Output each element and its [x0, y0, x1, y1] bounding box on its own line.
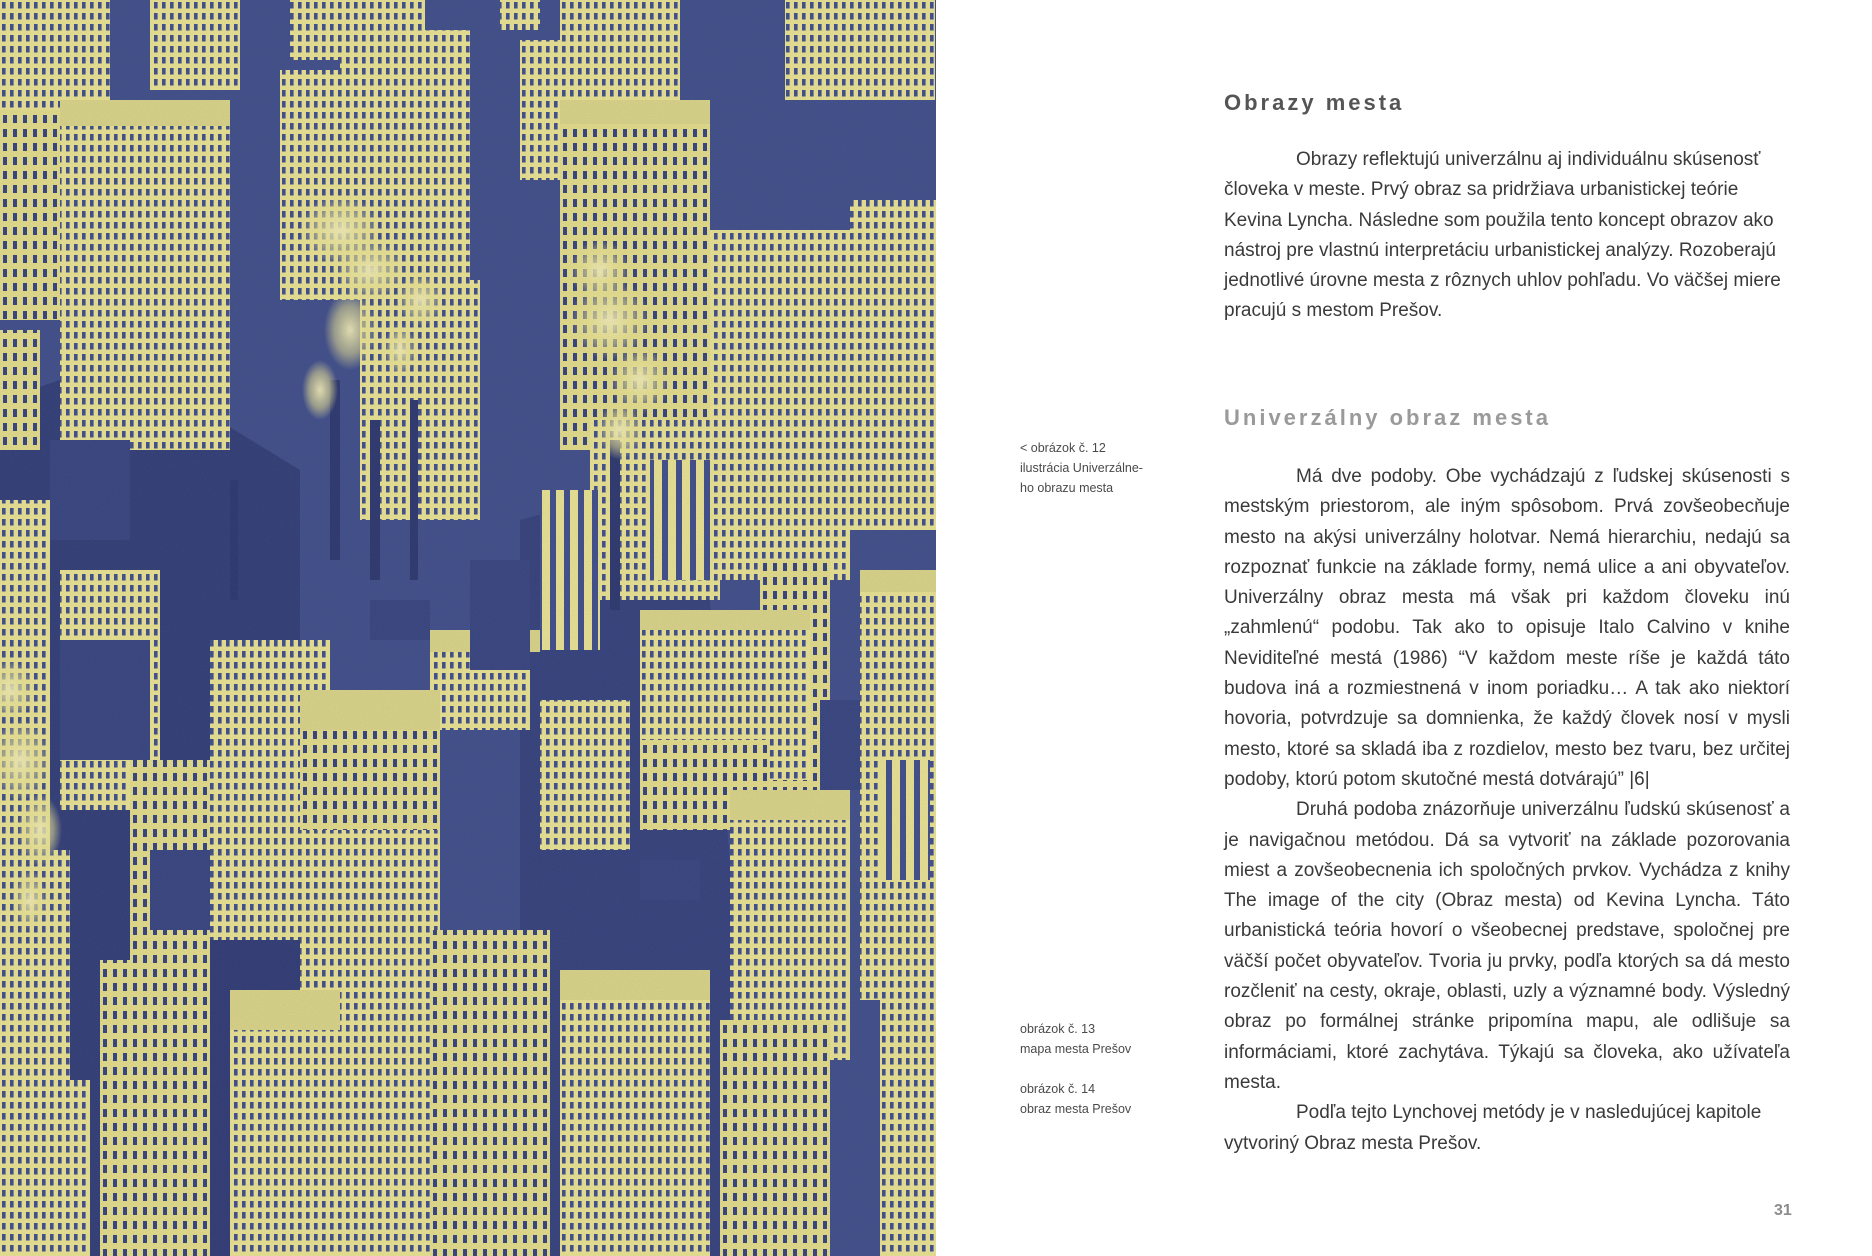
caption-line: obrázok č. 13: [1020, 1022, 1096, 1036]
intro-text: [1224, 145, 1790, 327]
paragraph: Má dve podoby. Obe vychádzajú z ľudskej skúsenosti s mestským priestorom, ale iným spôsobom. Prvá zovšeobecňuje mesto na akýsi univerzálny holotvar. Nemá hierarchiu, nedajú sa rozpoznať funkcie na základe formy, nemá ulice a ani obyvateľov. Univerzálny obraz mesta má však pri každom človeku inú „zahmlenú“ podobu. Tak ako to opisuje Italo Calvino v knihe Neviditeľné mestá (1986) “V každom meste ríše je každá táto budova iná a rozmiestnená v inom poriadku… A tak ako niektorí hovoria, potvrdzuje sa domnienka, že každý človek nosí v mysli mesto, ktoré sa skladá iba z rozdielov, mesto bez tvaru, bez určitej podoby, ktorú potom skutočné mestá dotvárajú” |6|: [1224, 466, 1790, 790]
section-heading-univerzalny-obraz: Univerzálny obraz mesta: [1224, 405, 1551, 430]
section-heading-obrazy-mesta: Obrazy mesta: [1224, 90, 1405, 115]
caption-line: obraz mesta Prešov: [1020, 1102, 1132, 1116]
paragraph: Druhá podoba znázorňuje univerzálnu ľudskú skúsenosť a je navigačnou metódou. Dá sa vytvoriť na základe pozorovania miest a zovšeobecnenia ich spoločných prvkov. Vychádza z knihy The image of the city (Obraz mesta) od Kevina Lyncha. Táto urbanistická teória hovorí o všeobecnej predstave, spoločnej pre väčší počet obyvateľov. Tvoria ju prvky, podľa ktorých sa dá mesto rozčleniť na cesty, okraje, oblasti, uzly a významné body. Výsledný obraz po formálnej stránke pripomína mapu, ale odlišuje sa informáciami, ktoré zachytáva. Týkajú sa človeka, ako užívateľa mesta.: [1224, 799, 1790, 1093]
figure-caption-13: [1020, 1019, 1180, 1059]
text-page: [936, 0, 1872, 1256]
paragraph: Podľa tejto Lynchovej metódy je v nasledujúcej kapitole vytvoriný Obraz mesta Prešov.: [1224, 1102, 1762, 1154]
caption-line: < obrázok č. 12: [1020, 441, 1106, 455]
page-number: 31: [1774, 1202, 1792, 1219]
figure-caption-14: [1020, 1079, 1180, 1119]
section-text: [1224, 462, 1790, 1159]
caption-line: obrázok č. 14: [1020, 1082, 1096, 1096]
caption-line: ho obrazu mesta: [1020, 481, 1114, 495]
caption-line: ilustrácia Univerzálne-: [1020, 461, 1143, 475]
caption-line: mapa mesta Prešov: [1020, 1042, 1132, 1056]
figure-caption-12: [1020, 438, 1180, 498]
paragraph: Obrazy reflektujú univerzálnu aj individuálnu skúsenosť človeka v meste. Prvý obraz sa pridržiava urbanistickej teórie Kevina Lyncha. Následne som použila tento koncept obrazov ako nástroj pre vlastnú interpretáciu urbanistickej analýzy. Rozoberajú jednotlivé úrovne mesta z rôznych uhlov pohľadu. Vo väčšej miere pracujú s mestom Prešov.: [1224, 149, 1781, 322]
